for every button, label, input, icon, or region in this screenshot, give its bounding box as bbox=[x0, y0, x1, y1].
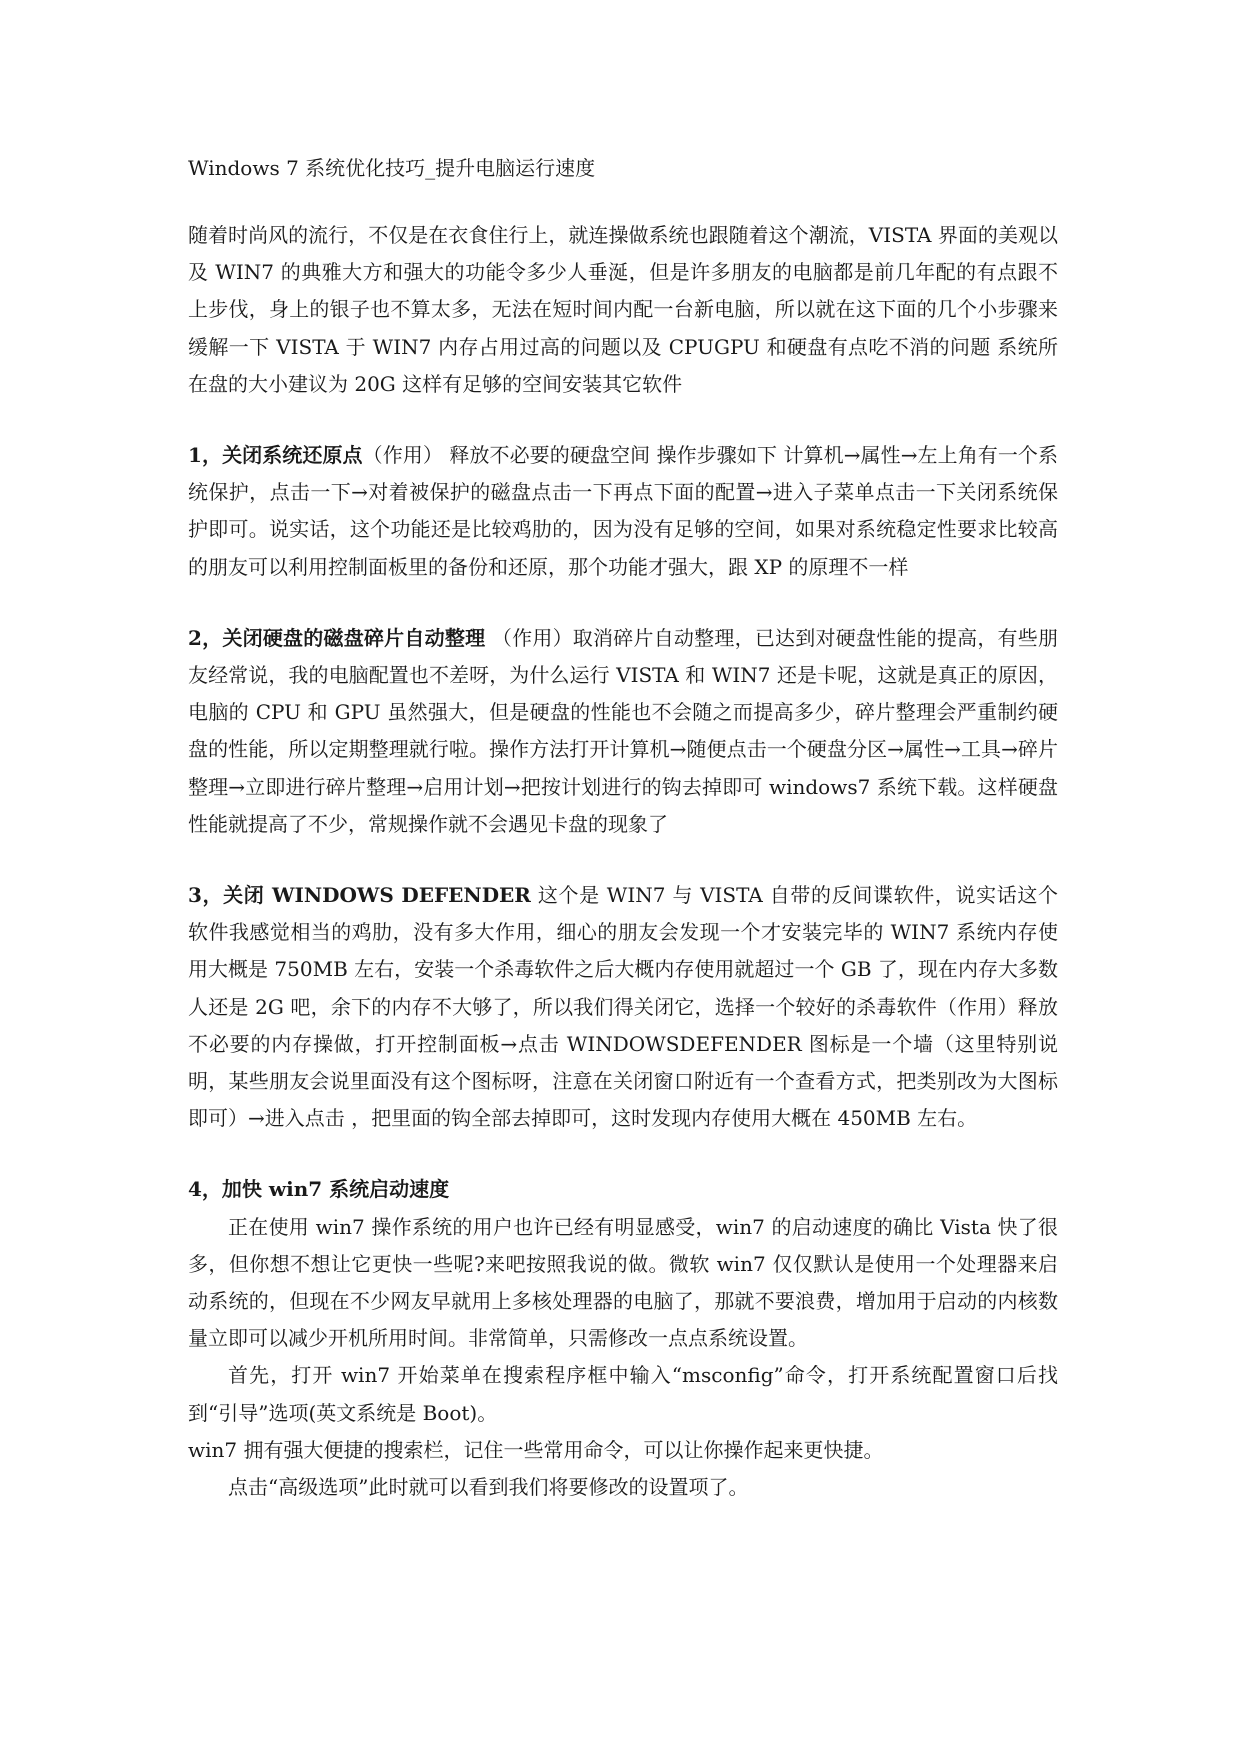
section-4-paragraph-4: 点击“高级选项”此时就可以看到我们将要修改的设置项了。 bbox=[228, 1475, 749, 1500]
section-1-paragraph bbox=[188, 437, 1058, 586]
section-4-paragraph-3: win7 拥有强大便捷的搜索栏，记住一些常用命令，可以让你操作起来更快捷。 bbox=[188, 1437, 884, 1462]
section-1-body: （作用） 释放不必要的硬盘空间 操作步骤如下 计算机→属性→左上角有一个系统保护，点击一下→对着被保护的磁盘点击一下再点下面的配置→进入子菜单点击一下关闭系统保护即可。说实话，这个功能还是比较鸡肋的，因为没有足够的空间，如果对系统稳定性要求比较高的朋友可以利用控制面板里的备份和还原，那个功能才强大，跟 XP 的原理不一样 bbox=[188, 443, 1058, 579]
section-3-body: 这个是 WIN7 与 VISTA 自带的反间谍软件，说实话这个软件我感觉相当的鸡肋，没有多大作用，细心的朋友会发现一个才安装完毕的 WIN7 系统内存使用大概是 750MB 左右，安装一个杀毒软件之后大概内存使用就超过一个 GB 了，现在内存大多数人还是 2G 吧，余下的内存不大够了，所以我们得关闭它，选择一个较好的杀毒软件（作用）释放不必要的内存操做，打开控制面板→点击 WINDOWSDEFENDER 图标是一个墙（这里特别说明，某些朋友会说里面没有这个图标呀，注意在关闭窗口附近有一个查看方式，把类别改为大图标即可）→进入点击 ，把里面的钩全部去掉即可，这时发现内存使用大概在 450MB 左右。 bbox=[188, 883, 1058, 1131]
intro-paragraph: 随着时尚风的流行，不仅是在衣食住行上，就连操做系统也跟随着这个潮流，VISTA 界面的美观以及 WIN7 的典雅大方和强大的功能令多少人垂涎，但是许多朋友的电脑都是前几年配的有点跟不上步伐，身上的银子也不算太多，无法在短时间内配一台新电脑，所以就在这下面的几个小步骤来缓解一下 VISTA 于 WIN7 内存占用过高的问题以及 CPUGPU 和硬盘有点吃不消的问题 系统所在盘的大小建议为 20G 这样有足够的空间安装其它软件 bbox=[188, 223, 1058, 396]
section-4-paragraph-1: 正在使用 win7 操作系统的用户也许已经有明显感受，win7 的启动速度的确比 Vista 快了很多，但你想不想让它更快一些呢?来吧按照我说的做。微软 win7 仅仅默认是使用一个处理器来启动系统的，但现在不少网友早就用上多核处理器的电脑了，那就不要浪费，增加用于启动的内核数量立即可以减少开机所用时间。非常简单，只需修改一点点系统设置。 bbox=[188, 1214, 1058, 1351]
section-3-lead: 3，关闭 WINDOWS DEFENDER bbox=[188, 883, 531, 908]
section-3-paragraph bbox=[188, 877, 1058, 1137]
section-4-heading: 4，加快 win7 系统启动速度 bbox=[188, 1177, 450, 1202]
section-2-lead: 2，关闭硬盘的磁盘碎片自动整理 bbox=[188, 625, 486, 650]
section-4-paragraph-2: 首先，打开 win7 开始菜单在搜索程序框中输入“msconfig”命令，打开系统配置窗口后找到“引导”选项(英文系统是 Boot)。 bbox=[188, 1363, 1058, 1425]
section-2-paragraph bbox=[188, 620, 1058, 843]
document-page bbox=[188, 150, 1058, 1506]
section-2-body: （作用）取消碎片自动整理，已达到对硬盘性能的提高，有些朋友经常说，我的电脑配置也不差呀，为什么运行 VISTA 和 WIN7 还是卡呢，这就是真正的原因，电脑的 CPU 和 GPU 虽然强大，但是硬盘的性能也不会随之而提高多少，碎片整理会严重制约硬盘的性能，所以定期整理就行啦。操作方法打开计算机→随便点击一个硬盘分区→属性→工具→碎片整理→立即进行碎片整理→启用计划→把按计划进行的钩去掉即可 windows7 系统下载。这样硬盘性能就提高了不少，常规操作就不会遇见卡盘的现象了 bbox=[188, 625, 1058, 836]
document-title: Windows 7 系统优化技巧_提升电脑运行速度 bbox=[188, 156, 596, 180]
section-1-lead: 1，关闭系统还原点 bbox=[188, 443, 363, 468]
